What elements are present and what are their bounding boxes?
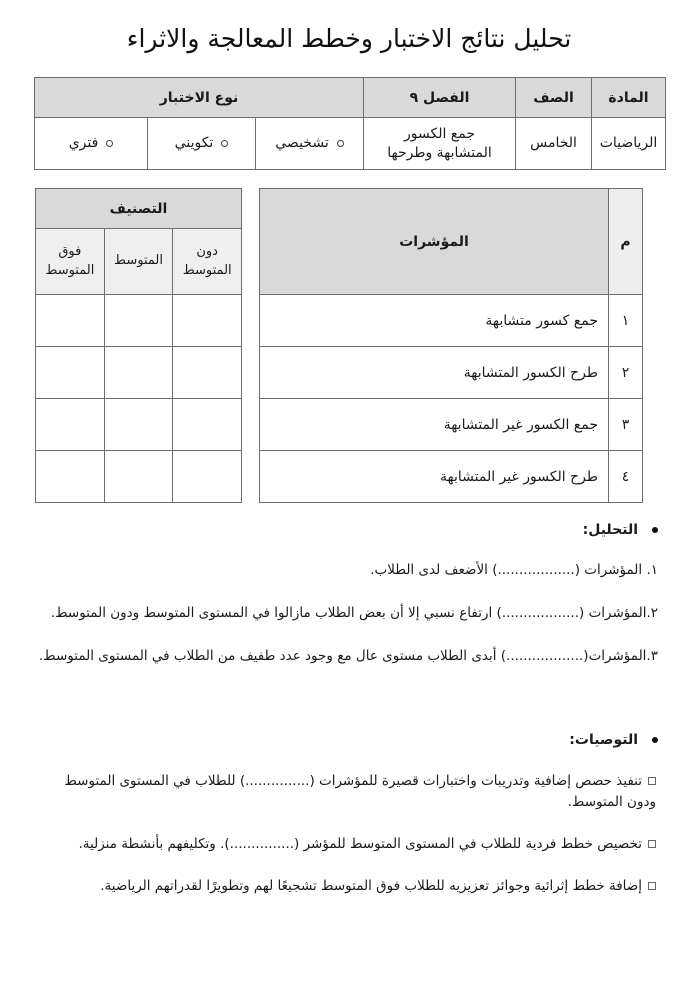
analysis-item: ٣.المؤشرات(..................) أبدى الطلاب مستوى عال مع وجود عدد طفيف من الطلاب في المستوى المتوسط. [38,648,658,664]
table-row [260,399,643,451]
recommendation-text: إضافة خطط إثرائية وجوائز تعزيزيه للطلاب فوق المتوسط تشجيعًا لهم وتطويرًا لقدراتهم الرياضية. [100,878,642,894]
empty-cell[interactable] [104,347,173,399]
header-classification: التصنيف [36,189,242,229]
indicator-text: طرح الكسور المتشابهة [260,347,609,399]
chapter-line-2: المتشابهة وطرحها [387,144,492,161]
header-test-type: نوع الاختبار [35,78,364,118]
classification-subheader-row [36,229,242,295]
table-row [260,295,643,347]
row-number: ٤ [609,451,643,503]
option-periodic[interactable] [35,118,148,170]
classification-table [35,188,242,503]
empty-cell[interactable] [173,451,242,503]
recommendations-heading [569,732,658,748]
header-grade: الصف [516,78,592,118]
empty-cell[interactable] [173,399,242,451]
row-number: ٣ [609,399,643,451]
option-label: تكويني [174,135,214,152]
classification-header-row [36,189,242,229]
analysis-item: ٢.المؤشرات (..................) ارتفاع نسبي إلا أن بعض الطلاب مازالوا في المستوى المتوسط ودون المتوسط. [50,605,658,621]
header-chapter: الفصل ٩ [364,78,516,118]
checkbox-icon[interactable] [648,882,656,890]
empty-cell[interactable] [36,451,105,503]
recommendation-item [36,771,656,813]
col-below-average [173,229,242,295]
radio-icon[interactable] [221,140,228,147]
indicators-table [259,188,643,503]
analysis-item: ١. المؤشرات (..................) الأضعف لدى الطلاب. [370,562,658,578]
indicator-text: طرح الكسور غير المتشابهة [260,451,609,503]
value-chapter [364,118,516,170]
value-grade: الخامس [516,118,592,170]
empty-cell[interactable] [36,399,105,451]
indicator-text: جمع الكسور غير المتشابهة [260,399,609,451]
table-row [36,347,242,399]
recommendation-text: تنفيذ حصص إضافية وتدريبات واختبارات قصيرة للمؤشرات (...............) للطلاب في المستوى المتوسط ودون المتوسط. [64,773,656,810]
option-diagnostic[interactable] [256,118,364,170]
recommendation-text: تخصيص خطط فردية للطلاب في المستوى المتوسط للمؤشر (...............). وتكليفهم بأنشطة منزلية. [78,836,642,852]
empty-cell[interactable] [173,347,242,399]
bullet-icon [652,737,658,743]
option-label: فتري [68,135,99,152]
col-label-line: دون [196,243,218,259]
bullet-icon [652,527,658,533]
info-value-row [35,118,666,170]
table-row [260,347,643,399]
checkbox-icon[interactable] [648,777,656,785]
row-number: ١ [609,295,643,347]
empty-cell[interactable] [104,399,173,451]
col-label-line: المتوسط [182,262,232,278]
info-table [34,77,666,170]
analysis-heading [583,522,658,538]
checkbox-icon[interactable] [648,840,656,848]
empty-cell[interactable] [104,451,173,503]
header-number: م [609,189,643,295]
indicators-header-row [260,189,643,295]
col-label-line: المتوسط [45,262,95,278]
info-header-row [35,78,666,118]
recommendations-heading-text: التوصيات: [569,732,638,748]
chapter-line-1: جمع الكسور [403,125,476,142]
recommendation-item [36,876,656,897]
radio-icon[interactable] [337,140,344,147]
col-label-line: المتوسط [114,253,163,269]
empty-cell[interactable] [104,295,173,347]
option-formative[interactable] [148,118,256,170]
table-row [36,451,242,503]
empty-cell[interactable] [173,295,242,347]
analysis-heading-text: التحليل: [582,522,638,538]
radio-icon[interactable] [106,140,113,147]
table-row [36,295,242,347]
table-row [260,451,643,503]
empty-cell[interactable] [36,295,105,347]
option-label: تشخيصي [275,135,329,152]
page-title: تحليل نتائج الاختبار وخطط المعالجة والاثراء [126,24,572,53]
recommendation-item [36,834,656,855]
value-subject: الرياضيات [592,118,666,170]
col-label-line: فوق [58,243,82,259]
col-average [104,229,173,295]
header-indicators: المؤشرات [260,189,609,295]
header-subject: المادة [592,78,666,118]
col-above-average [36,229,105,295]
row-number: ٢ [609,347,643,399]
empty-cell[interactable] [36,347,105,399]
table-row [36,399,242,451]
indicator-text: جمع كسور متشابهة [260,295,609,347]
